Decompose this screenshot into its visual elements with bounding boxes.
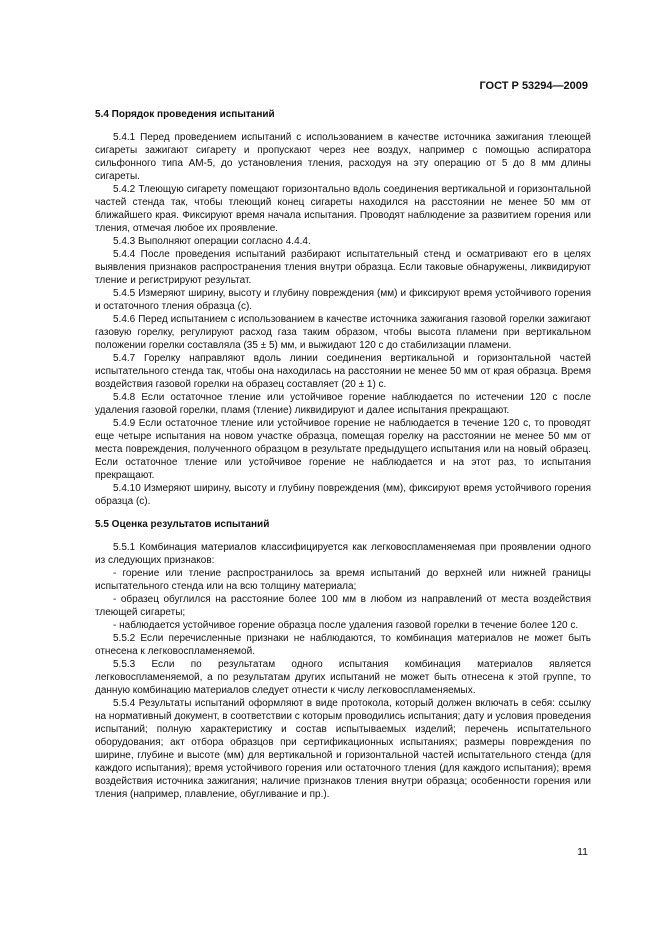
paragraph: 5.4.2 Тлеющую сигарету помещают горизонтально вдоль соединения вертикальной и горизонтальной частей стенда так, чтобы тлеющий конец сигареты находился на расстоянии не менее 50 мм от ближайшего края. Фиксируют время начала испытания. Проводят наблюдение за развитием горения или тления, отмечая любое их проявление. bbox=[95, 184, 591, 234]
paragraph: 5.4.6 Перед испытанием с использованием в качестве источника зажигания газовой горелки зажигают газовую горелку, регулируют расход газа таким образом, чтобы высота пламени при вертикальном положении горелки составляла (35 ± 5) мм, и выжидают 120 с до стабилизации пламени. bbox=[95, 314, 591, 351]
list-item: - образец обуглился на расстояние более 100 мм в любом из направлений от места воздействия тлеющей сигареты; bbox=[95, 594, 591, 618]
paragraph: 5.4.5 Измеряют ширину, высоту и глубину повреждения (мм) и фиксируют время устойчивого горения и остаточного тления образца (с). bbox=[95, 288, 591, 312]
paragraph: 5.4.9 Если остаточное тление или устойчивое горение не наблюдается в течение 120 с, то проводят еще четыре испытания на новом участке образца, помещая горелку на расстоянии не менее 50 мм от места повреждения, полученного образцом в результате предыдущего испытания или на новый образец. Если остаточное тление или устойчивое горение не наблюдается и на этот раз, то испытания прекращают. bbox=[95, 418, 591, 481]
paragraph: 5.5.1 Комбинация материалов классифицируется как легковоспламеняемая при проявлении одного из следующих признаков: bbox=[95, 542, 591, 566]
paragraph: 5.5.3 Если по результатам одного испытания комбинация материалов является легковоспламеняемой, а по результатам других испытаний не может быть отнесена к этой группе, то данную комбинацию материалов следует отнести к числу легковоспламеняемых. bbox=[95, 659, 591, 696]
paragraph: 5.4.3 Выполняют операции согласно 4.4.4. bbox=[113, 236, 311, 247]
list-item: - горение или тление распространилось за время испытаний до верхней или нижней границы испытательного стенда или на всю толщину материала; bbox=[95, 568, 591, 592]
paragraph: 5.4.4 После проведения испытаний разбирают испытательный стенд и осматривают его в целях выявления признаков распространения тления внутри образца. Если таковые обнаружены, ликвидируют тление и регистрируют результат. bbox=[95, 249, 591, 286]
paragraph: 5.4.7 Горелку направляют вдоль линии соединения вертикальной и горизонтальной частей испытательного стенда так, чтобы она находилась на расстоянии не менее 50 мм от края образца. Время воздействия газовой горелки на образец составляет (20 ± 1) с. bbox=[95, 353, 591, 390]
paragraph: 5.4.10 Измеряют ширину, высоту и глубину повреждения (мм), фиксируют время устойчивого горения образца (с). bbox=[95, 483, 591, 507]
page-number: 11 bbox=[577, 846, 588, 858]
list-item: - наблюдается устойчивое горение образца после удаления газовой горелки в течение более 120 с. bbox=[113, 620, 579, 631]
page-content bbox=[95, 108, 591, 801]
document-code: ГОСТ Р 53294—2009 bbox=[479, 80, 588, 92]
paragraph: 5.4.1 Перед проведением испытаний с использованием в качестве источника зажигания тлеющей сигареты зажигают сигарету и пропускают через нее воздух, например с помощью аспиратора сильфонного типа АМ-5, до установления тления, расходуя на эту операцию от 5 до 8 мм длины сигареты. bbox=[95, 132, 591, 182]
section-heading: 5.5 Оценка результатов испытаний bbox=[95, 519, 270, 530]
paragraph: 5.5.2 Если перечисленные признаки не наблюдаются, то комбинация материалов не может быть отнесена к легковоспламеняемой. bbox=[95, 633, 591, 657]
paragraph: 5.4.8 Если остаточное тление или устойчивое горение наблюдается по истечении 120 с после удаления газовой горелки, пламя (тление) ликвидируют и далее испытания прекращают. bbox=[95, 392, 591, 416]
section-heading: 5.4 Порядок проведения испытаний bbox=[95, 109, 275, 120]
paragraph: 5.5.4 Результаты испытаний оформляют в виде протокола, который должен включать в себя: ссылку на нормативный документ, в соответствии с которым проводились испытания; дату и условия проведения испытаний; полную характеристику и состав испытываемых изделий; перечень испытательного оборудования; акт отбора образцов при сертификационных испытаниях; размеры повреждения по ширине, глубине и высоте (мм) для вертикальной и горизонтальной частей испытательного стенда (для каждого испытания); время устойчивого горения или остаточного тления (для каждого испытания); время воздействия источника зажигания; наличие признаков тления внутри образца; особенности горения или тления (например, плавление, обугливание и пр.). bbox=[95, 698, 591, 800]
